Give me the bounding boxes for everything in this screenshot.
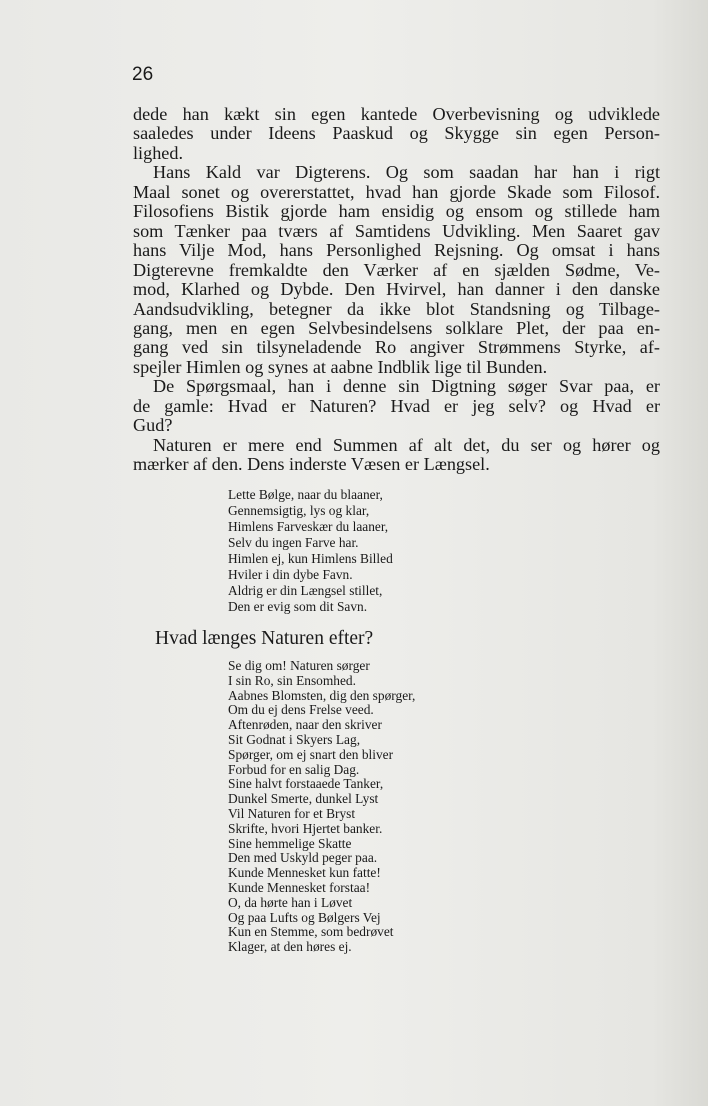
poem-line: Kun en Stemme, som bedrøvet — [228, 924, 394, 940]
poem-stanza-1 — [228, 487, 393, 615]
body-line: Hans Kald var Digterens. Og som saadan har han i rigt — [153, 162, 660, 183]
poem-line: Skrifte, hvori Hjertet banker. — [228, 820, 383, 836]
poem-line: Og paa Lufts og Bølgers Vej — [228, 909, 381, 925]
poem-line: Vil Naturen for et Bryst — [228, 805, 356, 821]
poem-line: Himlens Farveskær du laaner, — [228, 519, 389, 534]
poem-line: Sine halvt forstaaede Tanker, — [228, 776, 384, 792]
poem-line: Dunkel Smerte, dunkel Lyst — [228, 791, 379, 807]
poem-line: Hviler i din dybe Favn. — [228, 567, 353, 582]
body-line: Naturen er mere end Summen af alt det, du ser og hører og — [153, 434, 660, 455]
body-line: dede han kækt sin egen kantede Overbevisning og udviklede — [133, 104, 660, 124]
body-line: mod, Klarhed og Dybde. Den Hvirvel, han danner i den danske — [133, 279, 660, 300]
poem-line: Aldrig er din Længsel stillet, — [228, 583, 383, 598]
body-line: gang, men en egen Selvbesindelsens solklare Plet, der paa en- — [133, 317, 660, 338]
body-line: saaledes under Ideens Paaskud og Skygge sin egen Person- — [133, 123, 660, 144]
poem-line: Den er evig som dit Savn. — [228, 599, 368, 614]
poem-line: Lette Bølge, naar du blaaner, — [228, 487, 383, 502]
poem-line: I sin Ro, sin Ensomhed. — [228, 672, 356, 688]
body-line: gang ved sin tilsyneladende Ro angiver Strømmens Styrke, af- — [133, 337, 660, 358]
poem-line: Kunde Mennesket forstaa! — [228, 879, 371, 895]
poem-line: Spørger, om ej snart den bliver — [228, 746, 394, 762]
body-line: Aandsudvikling, betegner da ikke blot Standsning og Tilbage- — [133, 298, 660, 319]
poem-line: Selv du ingen Farve har. — [228, 535, 359, 550]
body-line: som Tænker paa tværs af Samtidens Udvikling. Men Saaret gav — [133, 220, 660, 241]
poem-line: Kunde Mennesket kun fatte! — [228, 865, 381, 881]
poem-line: Aftenrøden, naar den skriver — [228, 717, 382, 733]
poem-line: Se dig om! Naturen sørger — [228, 658, 370, 673]
body-line: Maal sonet og overerstattet, hvad han gjorde Skade som Filosof. — [133, 181, 660, 202]
body-text — [133, 105, 660, 475]
body-line: Digterevne fremkaldte den Værker af en sjælden Sødme, Ve- — [133, 259, 660, 280]
poem-line: Himlen ej, kun Himlens Billed — [228, 551, 393, 566]
body-line: mærker af den. Dens inderste Væsen er Længsel. — [133, 454, 490, 475]
poem-line: Sit Godnat i Skyers Lag, — [228, 731, 361, 747]
poem-line: Sine hemmelige Skatte — [228, 835, 352, 851]
body-line: lighed. — [133, 142, 184, 163]
page-number: 26 — [132, 64, 154, 85]
body-line: Gud? — [133, 415, 173, 436]
body-line: hans Vilje Mod, hans Personlighed Rejsning. Og omsat i hans — [133, 240, 660, 261]
poem-line: Klager, at den høres ej. — [228, 939, 352, 955]
poem-stanza-2 — [228, 659, 415, 955]
poem-line: Den med Uskyld peger paa. — [228, 850, 378, 866]
poem-line: Forbud for en salig Dag. — [228, 761, 360, 777]
poem-line: Gennemsigtig, lys og klar, — [228, 503, 370, 518]
poem-line: Om du ej dens Frelse veed. — [228, 702, 374, 718]
section-heading: Hvad længes Naturen efter? — [155, 628, 374, 649]
body-line: de gamle: Hvad er Naturen? Hvad er jeg selv? og Hvad er — [133, 395, 660, 416]
poem-line: O, da hørte han i Løvet — [228, 894, 353, 910]
body-line: Filosofiens Bistik gjorde ham ensidig og ensom og stillede ham — [133, 201, 660, 222]
body-line: De Spørgsmaal, han i denne sin Digtning søger Svar paa, er — [153, 376, 660, 397]
body-line: spejler Himlen og synes at aabne Indblik lige til Bunden. — [133, 356, 548, 377]
poem-line: Aabnes Blomsten, dig den spørger, — [228, 687, 416, 703]
